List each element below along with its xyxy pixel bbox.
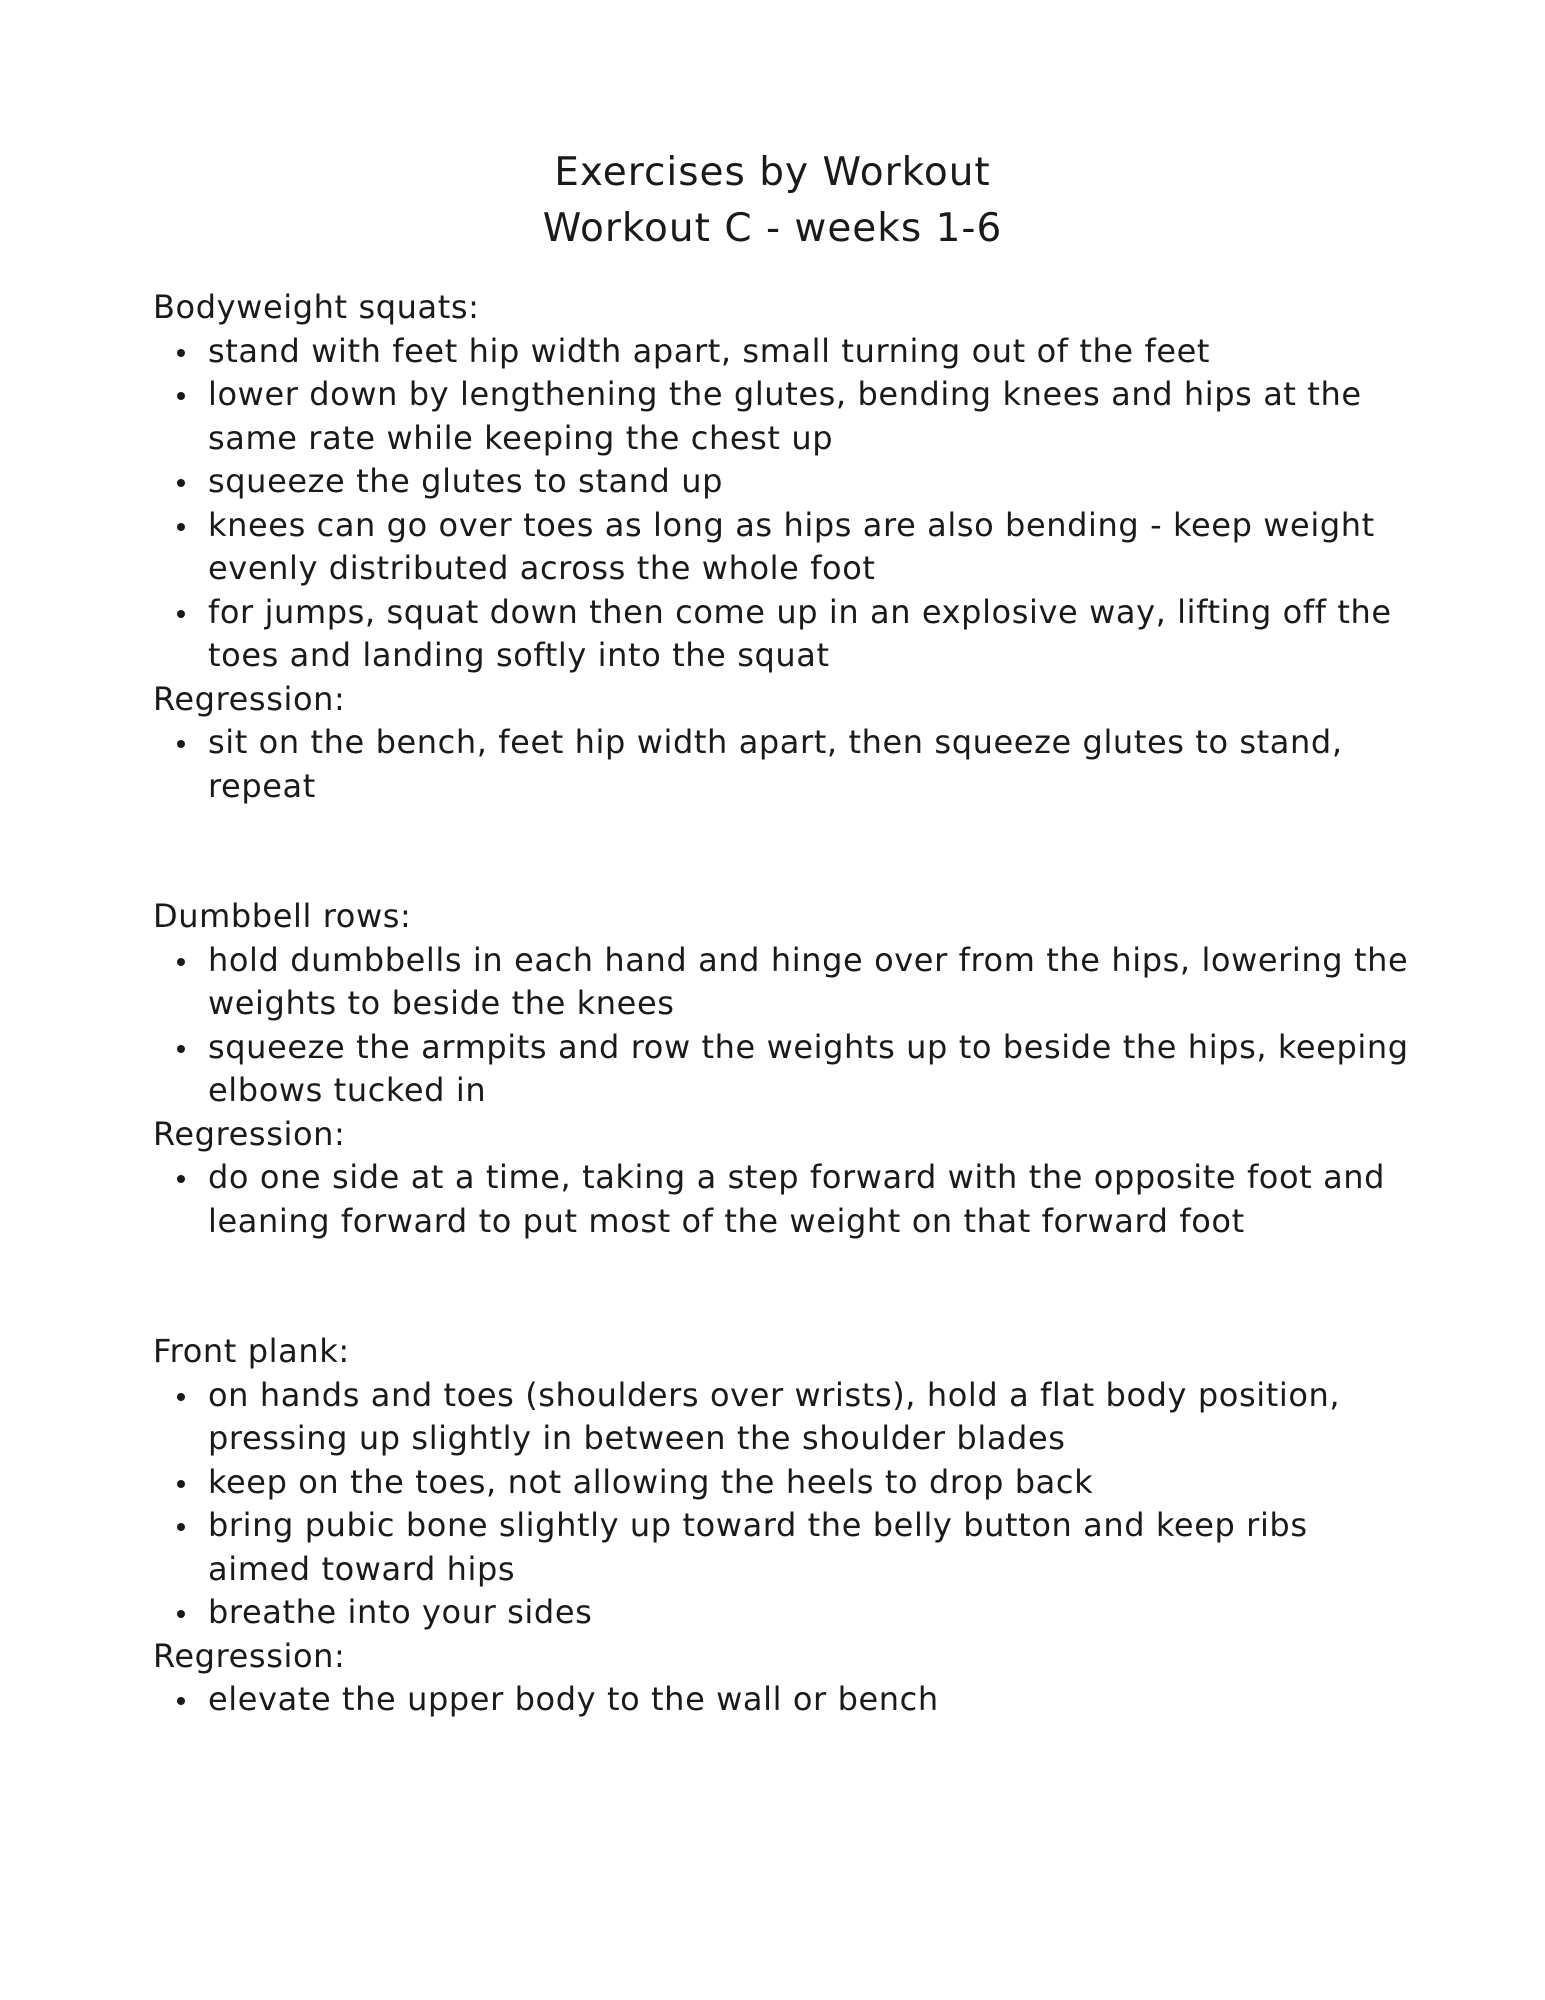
document-subtitle: Workout C - weeks 1-6 [542,206,1003,251]
regression-heading: Regression: [153,1636,346,1675]
instruction-list [153,330,1413,678]
regression-list [153,1156,1413,1243]
instruction-item: for jumps, squat down then come up in an explosive way, lifting off the toes and landing softly into the squat [208,591,1413,678]
instruction-item: breathe into your sides [208,1591,1413,1635]
instruction-item: knees can go over toes as long as hips are also bending - keep weight evenly distributed across the whole foot [208,504,1413,591]
regression-list [153,1678,1413,1722]
instruction-item: squeeze the glutes to stand up [208,460,1413,504]
regression-item: elevate the upper body to the wall or bench [208,1678,1413,1722]
section-heading: Bodyweight squats: [153,288,480,326]
exercise-section-front-plank [153,1330,1413,1722]
regression-item: do one side at a time, taking a step forward with the opposite foot and leaning forward to put most of the weight on that forward foot [208,1156,1413,1243]
regression-heading: Regression: [153,1114,346,1153]
section-heading: Dumbbell rows: [153,897,412,935]
exercise-section-dumbbell-rows [153,895,1413,1243]
regression-item: sit on the bench, feet hip width apart, then squeeze glutes to stand, repeat [208,721,1413,808]
instruction-item: bring pubic bone slightly up toward the belly button and keep ribs aimed toward hips [208,1504,1413,1591]
regression-list [153,721,1413,808]
instruction-item: keep on the toes, not allowing the heels to drop back [208,1461,1413,1505]
exercise-content [153,286,1413,1722]
instruction-item: hold dumbbells in each hand and hinge over from the hips, lowering the weights to beside the knees [208,939,1413,1026]
instruction-list [153,939,1413,1113]
instruction-list [153,1374,1413,1635]
instruction-item: lower down by lengthening the glutes, bending knees and hips at the same rate while keeping the chest up [208,373,1413,460]
exercise-section-bodyweight-squats [153,286,1413,808]
title-block [0,145,1545,257]
instruction-item: on hands and toes (shoulders over wrists), hold a flat body position, pressing up slightly in between the shoulder blades [208,1374,1413,1461]
instruction-item: stand with feet hip width apart, small turning out of the feet [208,330,1413,374]
regression-heading: Regression: [153,679,346,718]
section-heading: Front plank: [153,1332,350,1370]
instruction-item: squeeze the armpits and row the weights up to beside the hips, keeping elbows tucked in [208,1026,1413,1113]
document-title: Exercises by Workout [554,150,991,195]
